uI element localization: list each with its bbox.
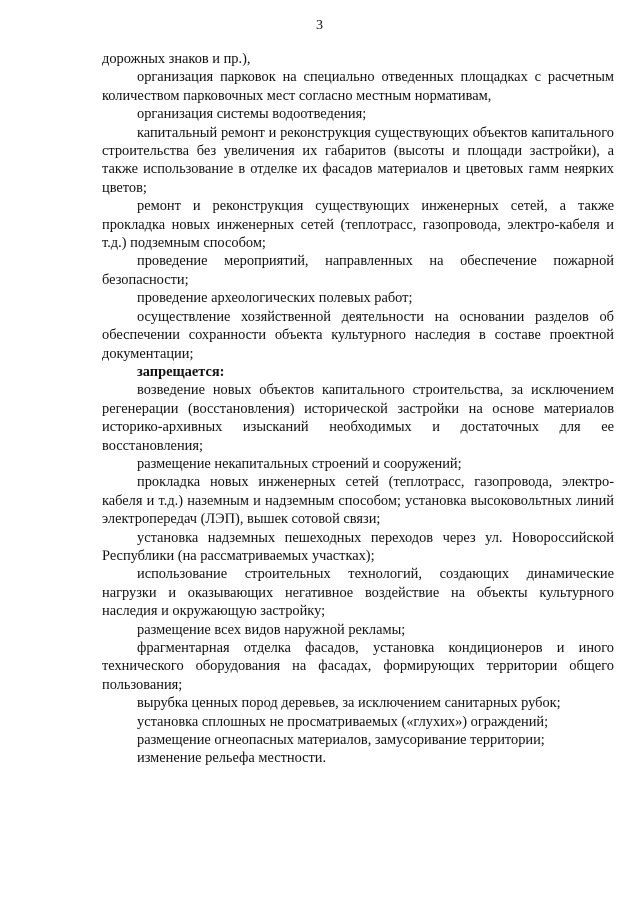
paragraph-pedestrian-crossings: установка надземных пешеходных переходов через ул. Новороссийской Республики (на рассматриваемых участках); xyxy=(102,529,614,564)
paragraph-continuation: дорожных знаков и пр.), xyxy=(102,51,251,67)
paragraph-overground-networks: прокладка новых инженерных сетей (теплотрасс, газопровода, электро-кабеля и т.д.) наземным и надземным способом; установка высоковольтных линий электропередач (ЛЭП), вышек сотовой связи; xyxy=(102,474,614,528)
document-body xyxy=(102,50,614,768)
paragraph-temporary-structures: размещение некапитальных строений и сооружений; xyxy=(137,455,462,472)
prohibited-heading: запрещается: xyxy=(137,363,225,380)
paragraph-archaeology: проведение археологических полевых работ; xyxy=(137,290,413,307)
paragraph-facade-finishing: фрагментарная отделка фасадов, установка кондиционеров и иного технического оборудования на фасадах, формирующих территории общего пользования; xyxy=(102,640,614,693)
paragraph-engineering-networks: ремонт и реконструкция существующих инженерных сетей, а также прокладка новых инженерных сетей (теплотрасс, газопровода, электро-кабеля и т.д.) подземным способом; xyxy=(102,198,614,252)
paragraph-drainage: организация системы водоотведения; xyxy=(137,106,367,123)
paragraph-economic-activity: осуществление хозяйственной деятельности на основании разделов об обеспечении сохранности объекта культурного наследия в составе проектной документации; xyxy=(102,308,614,362)
paragraph-solid-fences: установка сплошных не просматриваемых («глухих») ограждений; xyxy=(137,713,549,730)
paragraph-construction-technologies: использование строительных технологий, создающих динамические нагрузки и оказывающих негативное воздействие на объекты культурного наследия и окружающую застройку; xyxy=(102,566,614,620)
paragraph-tree-felling: вырубка ценных пород деревьев, за исключением санитарных рубок; xyxy=(137,695,561,712)
paragraph-relief-change: изменение рельефа местности. xyxy=(137,750,327,767)
paragraph-outdoor-advertising: размещение всех видов наружной рекламы; xyxy=(137,621,406,638)
paragraph-flammable-materials: размещение огнеопасных материалов, замусоривание территории; xyxy=(137,732,545,749)
paragraph-parking: организация парковок на специально отведенных площадках с расчетным количеством парковочных мест согласно местным нормативам, xyxy=(102,69,614,104)
paragraph-new-construction: возведение новых объектов капитального строительства, за исключением регенерации (восстановления) исторической застройки на основе материалов историко-архивных изысканий необходимых и достаточных для ее восстановления; xyxy=(102,382,614,454)
page-number: 3 xyxy=(316,18,323,33)
paragraph-capital-repair: капитальный ремонт и реконструкция существующих объектов капитального строительства без увеличения их габаритов (высоты и площади застройки), а также использование в отделке их фасадов материалов и цветовых гамм неярких цветов; xyxy=(102,124,614,196)
paragraph-fire-safety: проведение мероприятий, направленных на обеспечение пожарной безопасности; xyxy=(102,253,614,288)
